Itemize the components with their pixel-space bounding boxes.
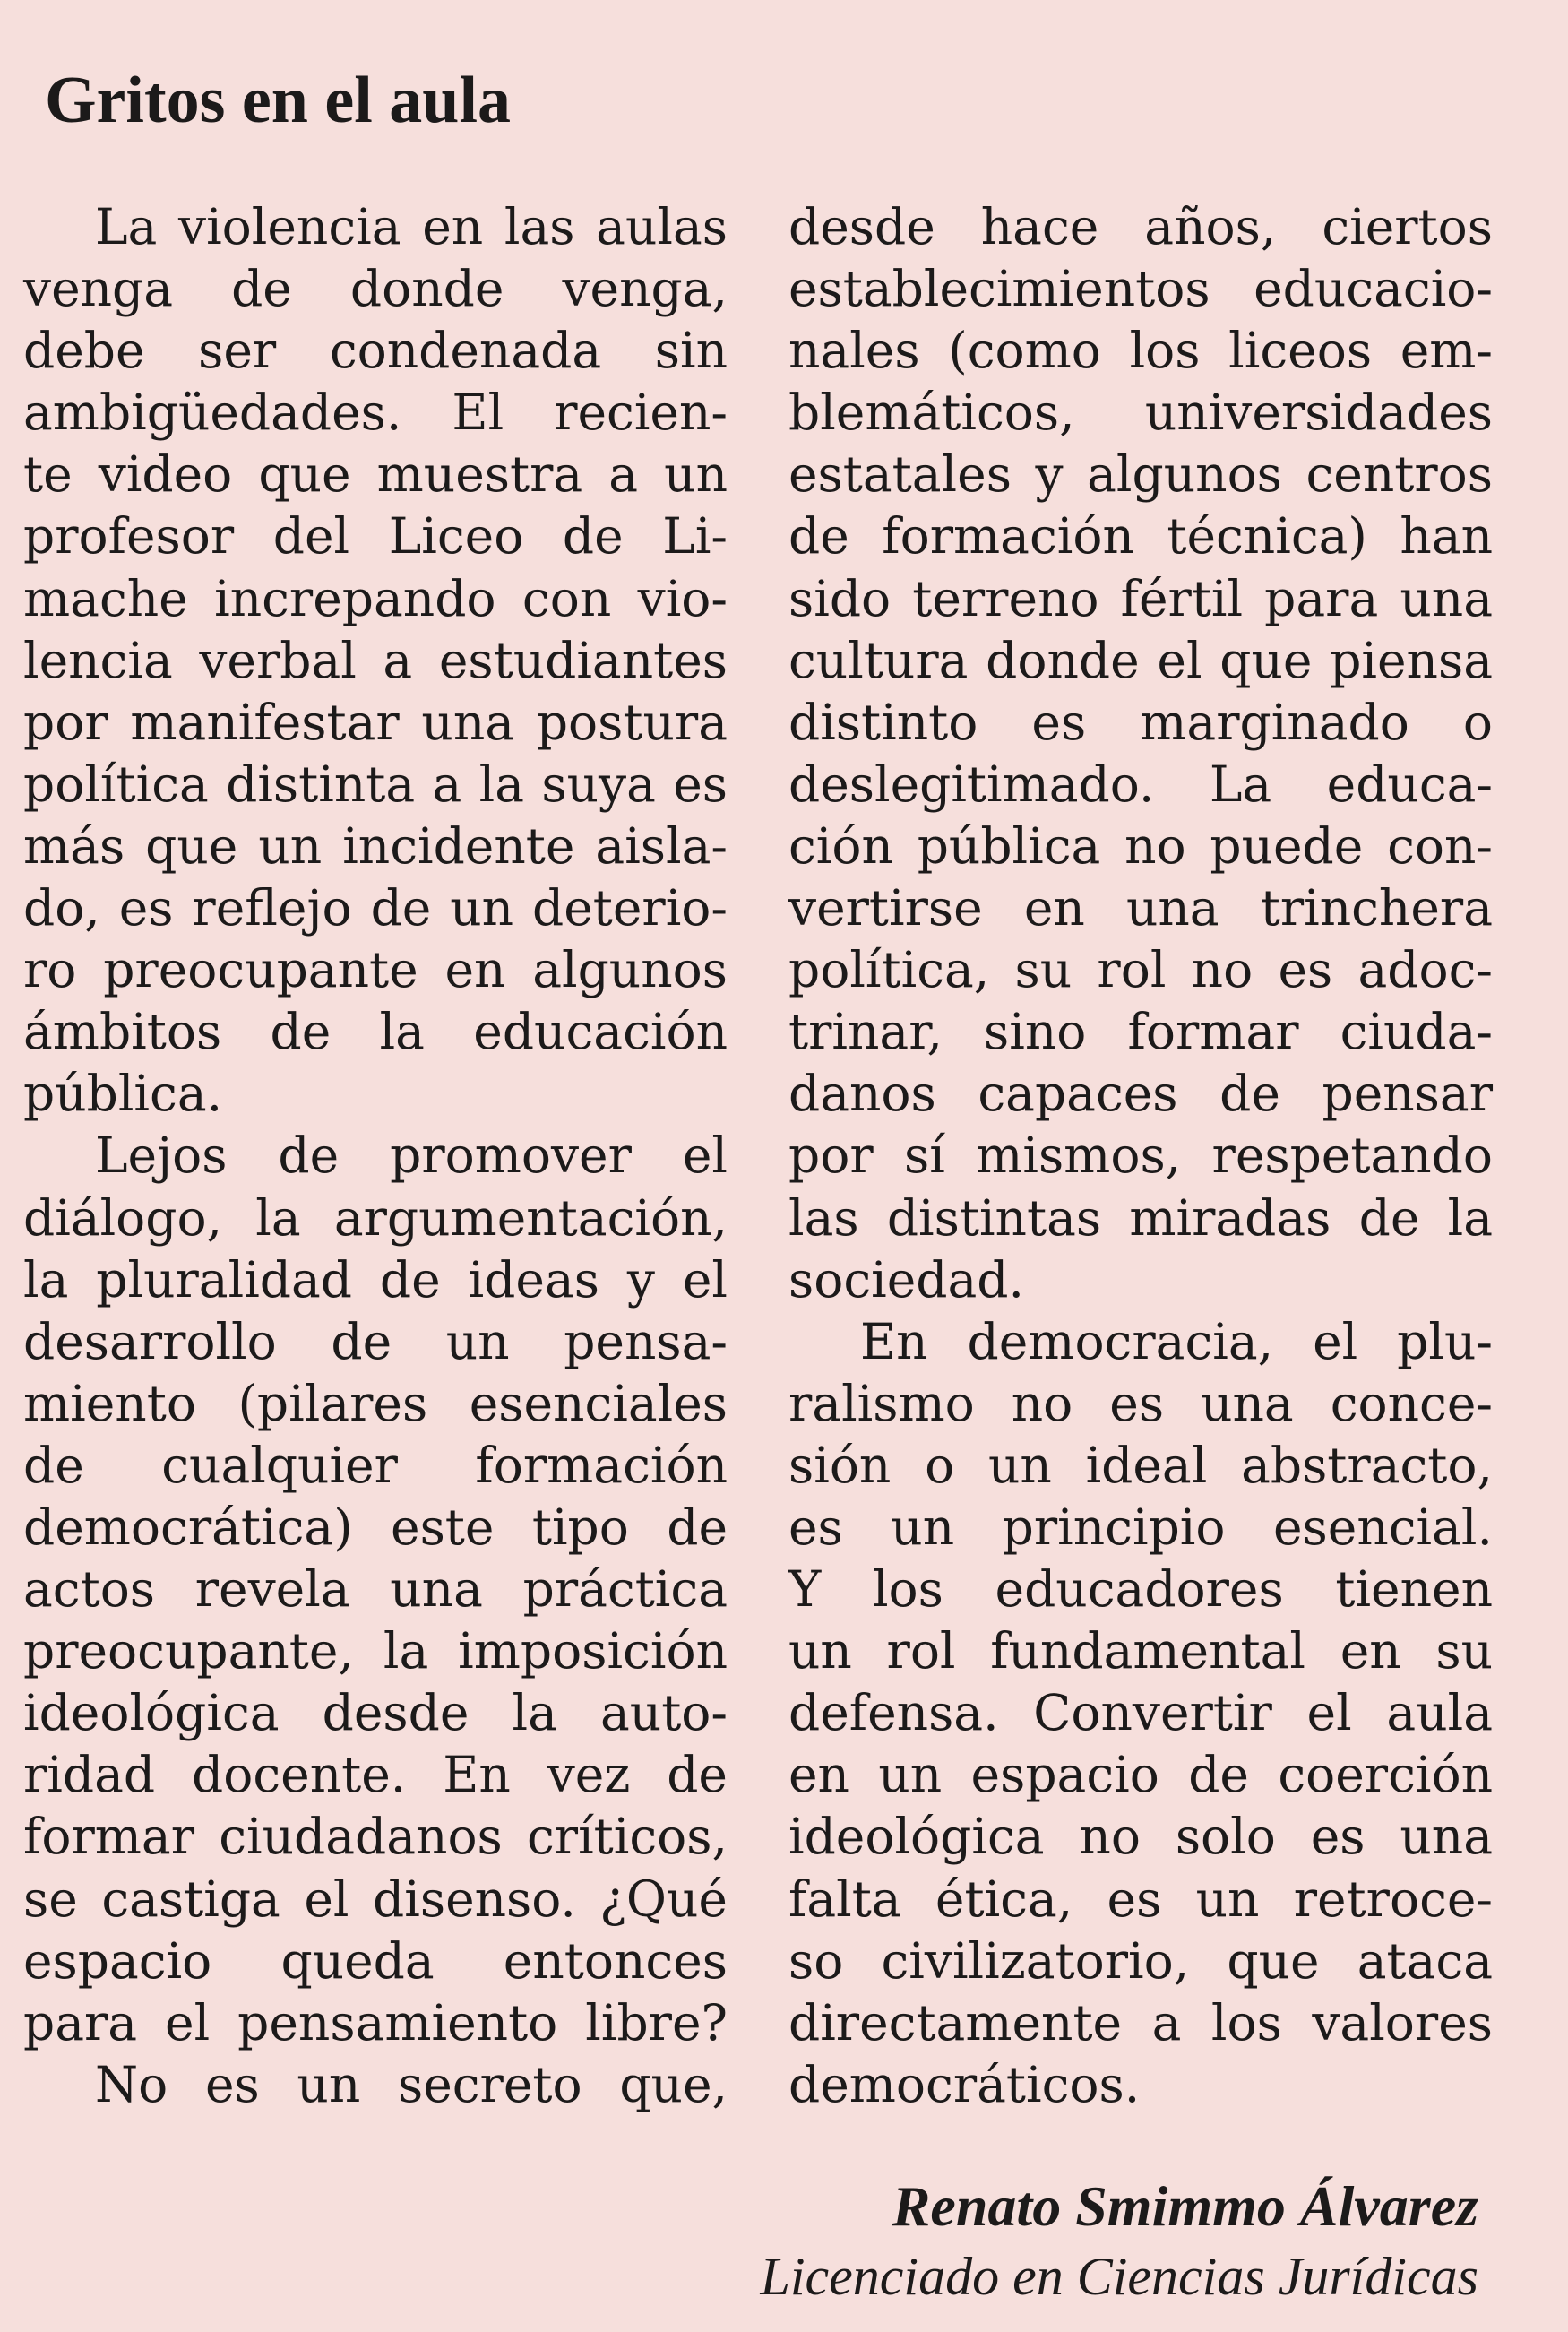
text-line: la pluralidad de ideas y el xyxy=(23,1250,728,1309)
text-line: debe ser condenada sin xyxy=(23,322,728,380)
text-line: para el pensamiento libre? xyxy=(23,1993,728,2051)
text-line: nales (como los liceos em- xyxy=(788,322,1493,380)
text-line: ambigüedades. El recien- xyxy=(23,384,728,442)
author-role: Licenciado en Ciencias Jurídicas xyxy=(760,2247,1478,2306)
text-line: sión o un ideal abstracto, xyxy=(788,1436,1493,1494)
text-line: Y los educadores tienen xyxy=(788,1560,1493,1619)
author-name: Renato Smimmo Álvarez xyxy=(892,2174,1478,2238)
text-line: se castiga el disenso. ¿Qué xyxy=(23,1870,728,1928)
text-line: No es un secreto que, xyxy=(95,2055,728,2113)
article-column-right xyxy=(788,196,1493,2116)
text-line: por manifestar una postura xyxy=(23,693,728,751)
text-line: blemáticos, universidades xyxy=(788,384,1493,442)
text-line: vertirse en una trinchera xyxy=(788,879,1493,937)
text-line: política, su rol no es adoc- xyxy=(788,941,1493,999)
text-line: ámbitos de la educación xyxy=(23,1003,728,1061)
text-line: es un principio esencial. xyxy=(788,1498,1493,1556)
text-line: pública. xyxy=(23,1065,223,1123)
text-line: política distinta a la suya es xyxy=(23,755,728,813)
text-line: ideológica no solo es una xyxy=(788,1808,1493,1866)
text-line: estatales y algunos centros xyxy=(788,445,1493,504)
text-line: En democracia, el plu- xyxy=(860,1312,1493,1370)
text-line: sido terreno fértil para una xyxy=(788,569,1493,627)
text-line: so civilizatorio, que ataca xyxy=(788,1931,1493,1990)
text-line: establecimientos educacio- xyxy=(788,260,1493,318)
text-line: un rol fundamental en su xyxy=(788,1622,1493,1680)
text-line: en un espacio de coerción xyxy=(788,1746,1493,1804)
text-line: por sí mismos, respetando xyxy=(788,1127,1493,1185)
text-line: do, es reflejo de un deterio- xyxy=(23,879,728,937)
text-line: democrática) este tipo de xyxy=(23,1498,728,1556)
text-line: distinto es marginado o xyxy=(788,693,1493,751)
text-line: diálogo, la argumentación, xyxy=(23,1188,728,1247)
text-line: ralismo no es una conce- xyxy=(788,1374,1493,1432)
text-line: formar ciudadanos críticos, xyxy=(23,1808,728,1866)
text-line: las distintas miradas de la xyxy=(788,1188,1493,1247)
text-line: falta ética, es un retroce- xyxy=(788,1870,1493,1928)
text-line: deslegitimado. La educa- xyxy=(788,755,1493,813)
text-line: profesor del Liceo de Li- xyxy=(23,507,728,566)
text-line: desarrollo de un pensa- xyxy=(23,1312,728,1370)
text-line: mache increpando con vio- xyxy=(23,569,728,627)
text-line: de formación técnica) han xyxy=(788,507,1493,566)
text-line: danos capaces de pensar xyxy=(788,1065,1493,1123)
text-line: Lejos de promover el xyxy=(95,1127,728,1185)
text-line: te video que muestra a un xyxy=(23,445,728,504)
text-line: directamente a los valores xyxy=(788,1993,1493,2051)
text-line: democráticos. xyxy=(788,2055,1141,2113)
text-line: venga de donde venga, xyxy=(23,260,728,318)
text-line: trinar, sino formar ciuda- xyxy=(788,1003,1493,1061)
text-line: espacio queda entonces xyxy=(23,1931,728,1990)
text-line: de cualquier formación xyxy=(23,1436,728,1494)
text-line: lencia verbal a estudiantes xyxy=(23,631,728,689)
text-line: más que un incidente aisla- xyxy=(23,816,728,875)
text-line: ideológica desde la auto- xyxy=(23,1684,728,1742)
text-line: miento (pilares esenciales xyxy=(23,1374,728,1432)
text-line: La violencia en las aulas xyxy=(95,198,728,255)
author-signature xyxy=(760,2173,1478,2311)
text-line: actos revela una práctica xyxy=(23,1560,728,1619)
text-line: desde hace años, ciertos xyxy=(788,198,1493,255)
article-column-left xyxy=(23,196,728,2116)
text-line: defensa. Convertir el aula xyxy=(788,1684,1493,1742)
text-line: preocupante, la imposición xyxy=(23,1622,728,1680)
text-line: ridad docente. En vez de xyxy=(23,1746,728,1804)
article-title: Gritos en el aula xyxy=(45,64,512,137)
text-line: ro preocupante en algunos xyxy=(23,941,728,999)
text-line: cultura donde el que piensa xyxy=(788,631,1493,689)
text-line: sociedad. xyxy=(788,1250,1024,1309)
text-line: ción pública no puede con- xyxy=(788,816,1493,875)
